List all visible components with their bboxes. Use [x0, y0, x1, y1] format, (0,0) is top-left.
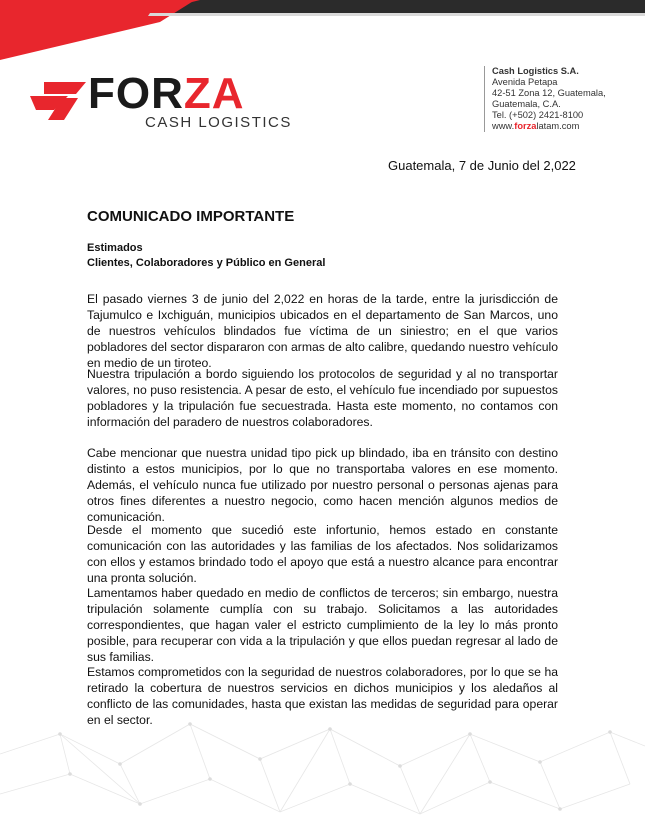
- brand-name-accent: ZA: [183, 69, 245, 118]
- contact-divider: [484, 66, 485, 132]
- website-suffix: latam.com: [536, 121, 580, 131]
- paragraph-5: Lamentamos haber quedado en medio de conflictos de terceros; sin embargo, nuestra tripulación solamente cumplía con su trabajo. Solicitamos a las autoridades correspondientes, que hagan valer el estricto cumplimiento de la ley lo más pronto posible, para recuperar con vida a la tripulación y que ellos puedan regresar al lado de sus familias.: [87, 586, 558, 664]
- website-accent: forza: [514, 121, 537, 131]
- brand-subtitle: CASH LOGISTICS: [145, 114, 292, 131]
- greeting-line-2: Clientes, Colaboradores y Público en General: [87, 257, 326, 269]
- contact-company: Cash Logistics S.A.: [492, 66, 579, 76]
- paragraph-4: Desde el momento que sucedió este infortunio, hemos estado en constante comunicación con las autoridades y las familias de los afectados. Nos solidarizamos con ellos y estamos brindado todo el apoyo que está a nuestro alcance para encontrar una pronta solución.: [87, 523, 558, 585]
- greeting: [87, 241, 325, 271]
- brand-name-main: FOR: [88, 69, 184, 118]
- paragraph-6: Estamos comprometidos con la seguridad de nuestros colaboradores, por lo que se ha retirado la cobertura de nuestros servicios en dichos municipios y los aledaños al conflicto de las comunidades, hasta que existan las medidas de seguridad para operar en el sector.: [87, 665, 558, 727]
- contact-website[interactable]: [492, 121, 642, 132]
- website-prefix: www.: [492, 121, 515, 131]
- contact-address-line-2: 42-51 Zona 12, Guatemala,: [492, 88, 606, 98]
- paragraph-3: Cabe mencionar que nuestra unidad tipo pick up blindado, iba en tránsito con destino distinto a estos municipios, por lo que no transportaba valores en ese momento. Además, el vehículo nunca fue utilizado por nuestro personal o personas ajenas para otros fines diferentes a nuestro negocio, como hacen mención algunos medios de comunicación.: [87, 446, 558, 524]
- contact-phone: Tel. (+502) 2421-8100: [492, 110, 584, 120]
- paragraph-2: Nuestra tripulación a bordo siguiendo los protocolos de seguridad y al no transportar valores, no puso resistencia. A pesar de esto, el vehículo fue incendiado por supuestos pobladores y la tripulación fue secuestrada. Hasta este momento, no contamos con información del paradero de nuestros colaboradores.: [87, 367, 558, 429]
- contact-address-line-1: Avenida Petapa: [492, 77, 558, 87]
- page-title: COMUNICADO IMPORTANTE: [87, 208, 295, 225]
- greeting-line-1: Estimados: [87, 242, 143, 254]
- contact-address-line-3: Guatemala, C.A.: [492, 99, 561, 109]
- background-network-pattern: [0, 694, 645, 824]
- header-corner-band: [0, 0, 645, 60]
- brand-name: [88, 69, 245, 118]
- letter-date: Guatemala, 7 de Junio del 2,022: [388, 158, 576, 173]
- contact-block: [492, 66, 642, 132]
- paragraph-1: El pasado viernes 3 de junio del 2,022 en horas de la tarde, entre la jurisdicción de Tajumulco e Ixchiguán, municipios ubicados en el departamento de San Marcos, uno de nuestros vehículos blindados fue víctima de un siniestro; en el que varios pobladores del sector dispararon con armas de alto calibre, quedando nuestro vehículo en medio de un tiroteo.: [87, 292, 558, 370]
